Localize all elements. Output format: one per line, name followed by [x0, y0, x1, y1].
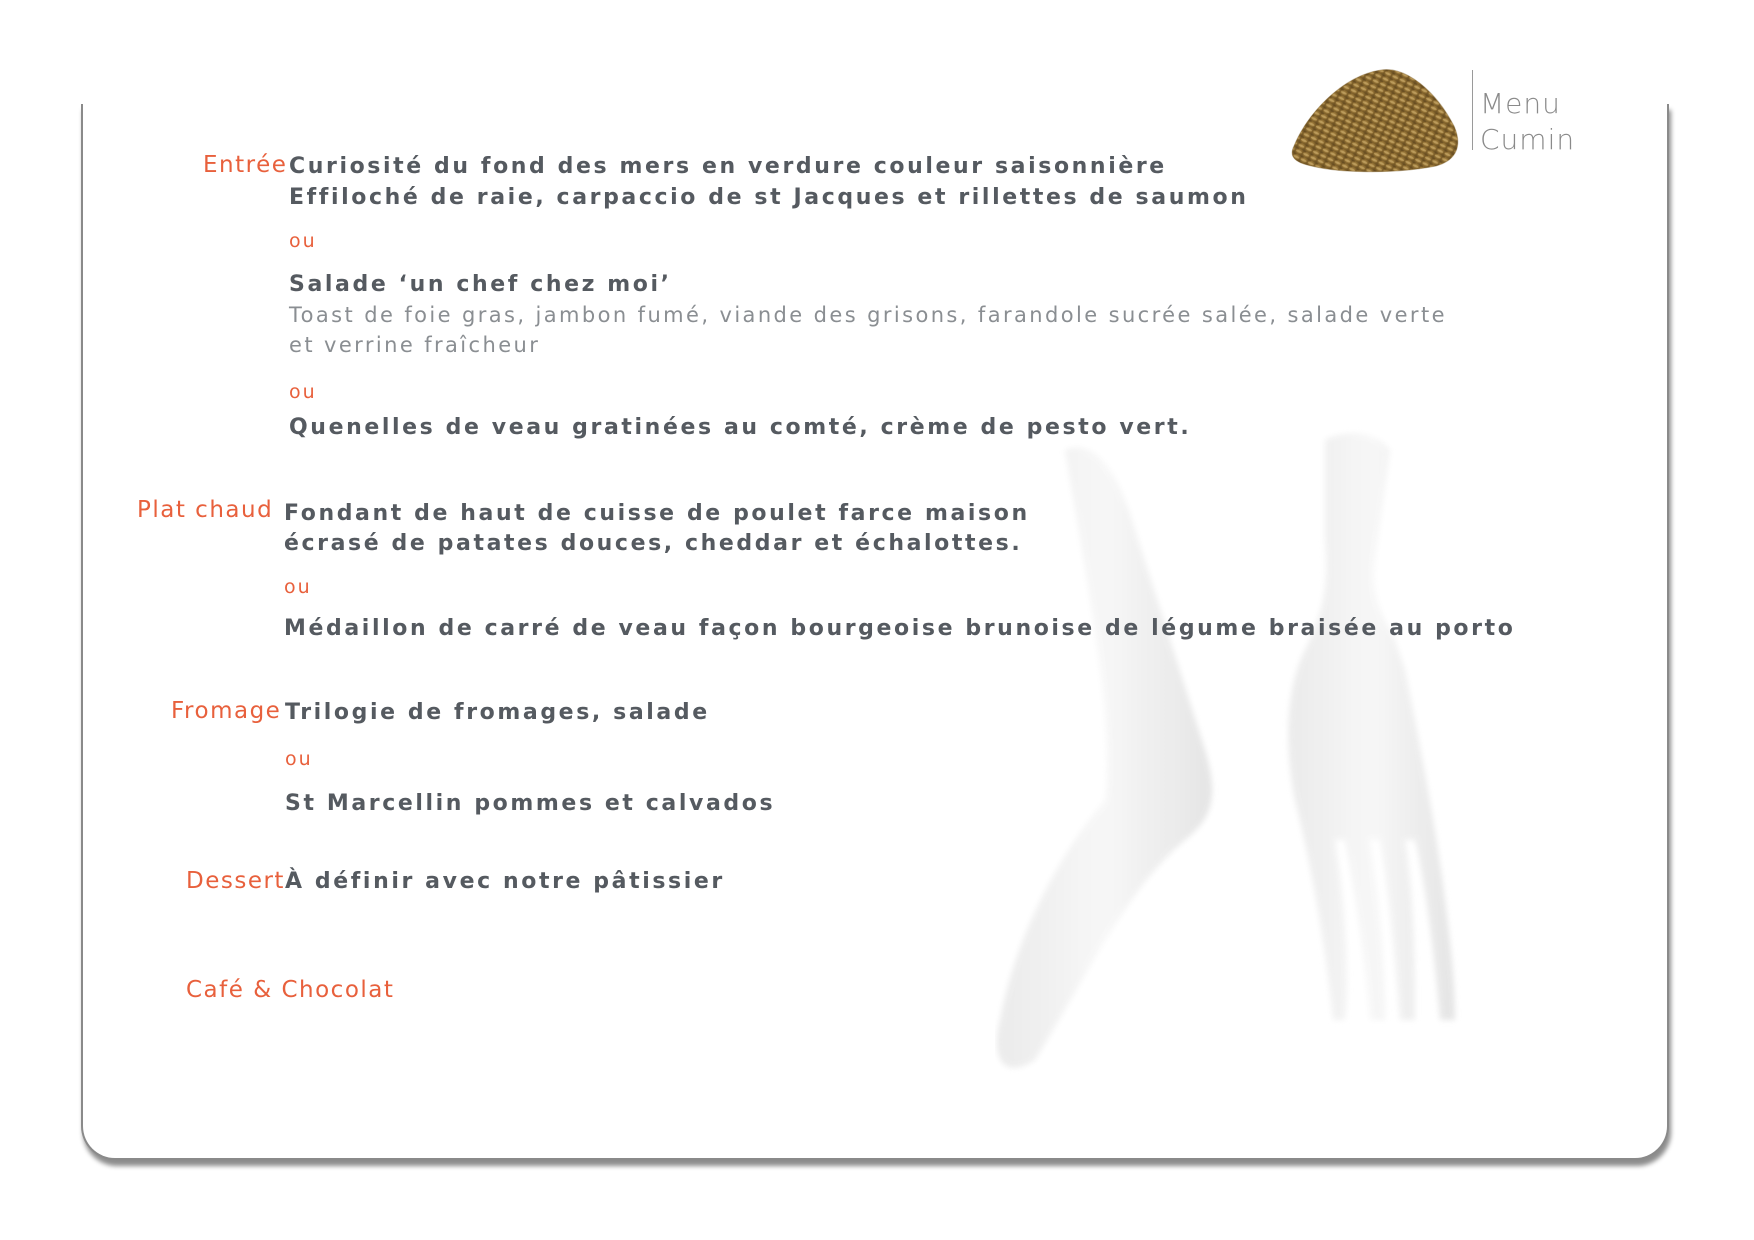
entree-option2-title: Salade ‘un chef chez moi’ — [289, 272, 672, 297]
fromage-option1: Trilogie de fromages, salade — [285, 700, 710, 725]
menu-title-line1: Menu — [1480, 87, 1561, 120]
menu-title-line2: Cumin — [1480, 123, 1576, 156]
cumin-seeds-image — [1286, 56, 1466, 178]
or-separator: ou — [285, 748, 313, 770]
plat-option1-line2: écrasé de patates douces, cheddar et échalottes. — [284, 531, 1023, 556]
section-label-fromage: Fromage — [171, 698, 282, 724]
entree-option2-desc-line2: et verrine fraîcheur — [289, 333, 541, 357]
closing-cafe-chocolat: Café & Chocolat — [186, 977, 395, 1003]
entree-option1-line1: Curiosité du fond des mers en verdure couleur saisonnière — [289, 154, 1167, 179]
fork-knife-watermark-icon — [995, 420, 1520, 1110]
or-separator: ou — [289, 381, 317, 403]
plat-option2: Médaillon de carré de veau façon bourgeoise brunoise de légume braisée au porto — [284, 616, 1516, 641]
section-label-plat-chaud: Plat chaud — [137, 497, 274, 523]
dessert-option1: À définir avec notre pâtissier — [285, 869, 725, 894]
entree-option1-line2: Effiloché de raie, carpaccio de st Jacques et rillettes de saumon — [289, 185, 1249, 210]
fromage-option2: St Marcellin pommes et calvados — [285, 791, 776, 816]
section-label-entree: Entrée — [203, 152, 288, 178]
plat-option1-line1: Fondant de haut de cuisse de poulet farce maison — [284, 501, 1030, 526]
entree-option2-desc-line1: Toast de foie gras, jambon fumé, viande des grisons, farandole sucrée salée, salade verte — [289, 303, 1447, 327]
section-label-dessert: Dessert — [186, 868, 285, 894]
entree-option3: Quenelles de veau gratinées au comté, crème de pesto vert. — [289, 415, 1192, 440]
menu-title — [1480, 86, 1575, 158]
header-divider — [1472, 70, 1473, 150]
or-separator: ou — [284, 576, 312, 598]
or-separator: ou — [289, 230, 317, 252]
